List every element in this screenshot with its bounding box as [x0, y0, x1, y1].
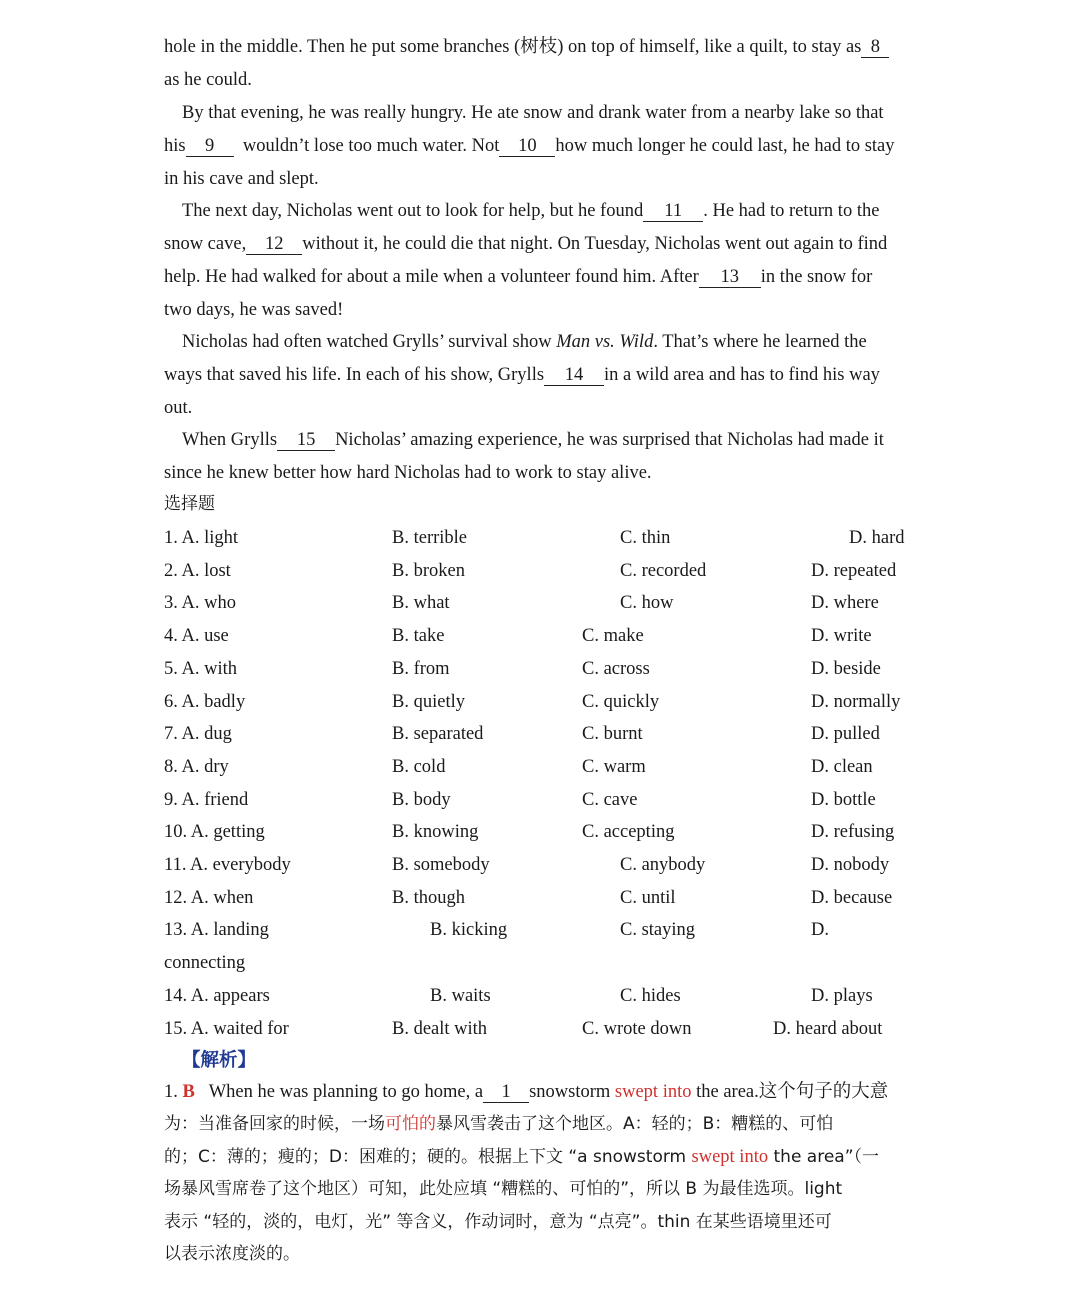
option-c: C. how — [620, 593, 674, 614]
analysis-line: 1. B When he was planning to go home, a 1 snowstorm swept into the area.这个句子的大意 — [164, 1082, 889, 1102]
passage-line: since he knew better how hard Nicholas had to work to stay alive. — [164, 463, 652, 483]
option-c: C. anybody — [620, 855, 706, 875]
option-b: B. somebody — [392, 855, 490, 875]
passage-line: as he could. — [164, 70, 252, 90]
passage-line: two days, he was saved! — [164, 300, 344, 320]
option-b: B. waits — [430, 985, 491, 1006]
option-a: 6. A. badly — [164, 691, 246, 712]
option-d: D. beside — [811, 658, 881, 679]
blank-12: 12 — [246, 234, 302, 255]
option-c: C. warm — [582, 756, 646, 777]
option-a: 14. A. appears — [164, 985, 270, 1006]
option-a: 5. A. with — [164, 658, 237, 679]
blank-10: 10 — [499, 136, 555, 157]
option-d: D. bottle — [811, 789, 876, 810]
passage-line: his 9 wouldn’t lose too much water. Not 10 how much longer he could last, he had to stay — [164, 136, 895, 156]
option-b: B. quietly — [392, 691, 465, 712]
option-wrap: connecting — [164, 953, 246, 974]
passage-line: The next day, Nicholas went out to look for help, but he found 11 . He had to return to the — [182, 201, 880, 221]
option-d: D. write — [811, 626, 872, 647]
option-b: B. dealt with — [392, 1018, 488, 1039]
blank-11: 11 — [643, 201, 703, 222]
option-a: 12. A. when — [164, 887, 254, 908]
option-c: C. burnt — [582, 724, 643, 745]
blank-15: 15 — [277, 430, 335, 451]
option-c: C. until — [620, 887, 676, 908]
option-d: D. refusing — [811, 822, 895, 843]
option-d: D. where — [811, 593, 879, 614]
passage-line: By that evening, he was really hungry. He ate snow and drank water from a nearby lake so that — [182, 103, 884, 123]
analysis-line: 为：当准备回家的时候，一场可怕的暴风雪袭击了这个地区。A：轻的；B：糟糕的、可怕 — [164, 1114, 834, 1134]
option-a: 8. A. dry — [164, 756, 229, 777]
option-c: C. quickly — [582, 691, 660, 712]
passage-line: hole in the middle. Then he put some branches (树枝) on top of himself, like a quilt, to stay as 8 — [164, 35, 918, 59]
option-d: D. nobody — [811, 855, 890, 875]
option-d: D. normally — [811, 691, 901, 712]
option-d: D. pulled — [811, 724, 880, 745]
option-a: 13. A. landing — [164, 920, 269, 941]
section-title: 选择题 — [164, 494, 215, 514]
option-d: D. repeated — [811, 560, 897, 581]
option-b: B. separated — [392, 724, 484, 745]
option-d: D. because — [811, 887, 893, 908]
passage-line: in his cave and slept. — [164, 169, 319, 189]
passage-line: When Grylls 15 Nicholas’ amazing experience, he was surprised that Nicholas had made it — [182, 430, 884, 450]
option-b: B. cold — [392, 756, 446, 777]
option-b: B. body — [392, 789, 451, 810]
blank-14: 14 — [544, 365, 604, 386]
option-b: B. what — [392, 593, 450, 614]
option-a: 2. A. lost — [164, 560, 231, 581]
passage-line: Nicholas had often watched Grylls’ survival show Man vs. Wild. That’s where he learned the — [182, 332, 867, 352]
passage-line: help. He had walked for about a mile when a volunteer found him. After 13 in the snow for — [164, 267, 873, 287]
option-a: 7. A. dug — [164, 724, 232, 745]
option-a: 4. A. use — [164, 626, 229, 647]
passage-line: snow cave, 12 without it, he could die that night. On Tuesday, Nicholas went out again to find — [164, 234, 888, 254]
option-a: 9. A. friend — [164, 789, 249, 810]
option-a: 1. A. light — [164, 528, 239, 548]
option-c: C. accepting — [582, 822, 675, 843]
option-b: B. take — [392, 626, 445, 647]
blank-13: 13 — [699, 267, 761, 288]
answer-mark: B — [182, 1082, 195, 1102]
analysis-line: 场暴风雪席卷了这个地区）可知，此处应填 “糟糕的、可怕的”，所以 B 为最佳选项。light — [164, 1179, 843, 1199]
passage-line: out. — [164, 398, 193, 418]
option-a: 15. A. waited for — [164, 1018, 289, 1039]
option-d: D. clean — [811, 756, 873, 777]
option-c: C. staying — [620, 920, 696, 941]
option-a: 3. A. who — [164, 593, 236, 614]
passage-line: ways that saved his life. In each of his show, Grylls 14 in a wild area and has to find his way — [164, 365, 880, 385]
option-c: C. thin — [620, 528, 671, 548]
option-c: C. cave — [582, 789, 638, 810]
option-a: 10. A. getting — [164, 822, 265, 843]
analysis-line: 的；C：薄的；瘦的；D：困难的；硬的。根据上下文 “a snowstorm swept into the area”（一 — [164, 1147, 880, 1167]
option-d: D. plays — [811, 985, 873, 1006]
option-b: B. terrible — [392, 528, 468, 548]
option-c: C. across — [582, 658, 650, 679]
analysis-label: 【解析】 — [182, 1050, 257, 1071]
option-b: B. broken — [392, 560, 465, 581]
blank-1: 1 — [483, 1082, 529, 1103]
option-c: C. recorded — [620, 560, 707, 581]
option-c: C. hides — [620, 985, 681, 1006]
blank-9: 9 — [186, 136, 234, 157]
analysis-line: 表示 “轻的，淡的，电灯，光” 等含义，作动词时，意为 “点亮”。thin 在某些语境里还可 — [164, 1212, 832, 1232]
option-c: C. wrote down — [582, 1018, 692, 1039]
option-d: D. hard — [849, 528, 905, 548]
option-d: D. — [811, 920, 829, 941]
option-b: B. from — [392, 658, 450, 679]
blank-8: 8 — [861, 37, 889, 58]
option-c: C. make — [582, 626, 644, 647]
option-b: B. though — [392, 887, 465, 908]
option-d: D. heard about — [773, 1018, 883, 1039]
option-b: B. kicking — [430, 920, 508, 941]
analysis-line: 以表示浓度淡的。 — [164, 1244, 300, 1264]
option-a: 11. A. everybody — [164, 855, 291, 875]
option-b: B. knowing — [392, 822, 479, 843]
